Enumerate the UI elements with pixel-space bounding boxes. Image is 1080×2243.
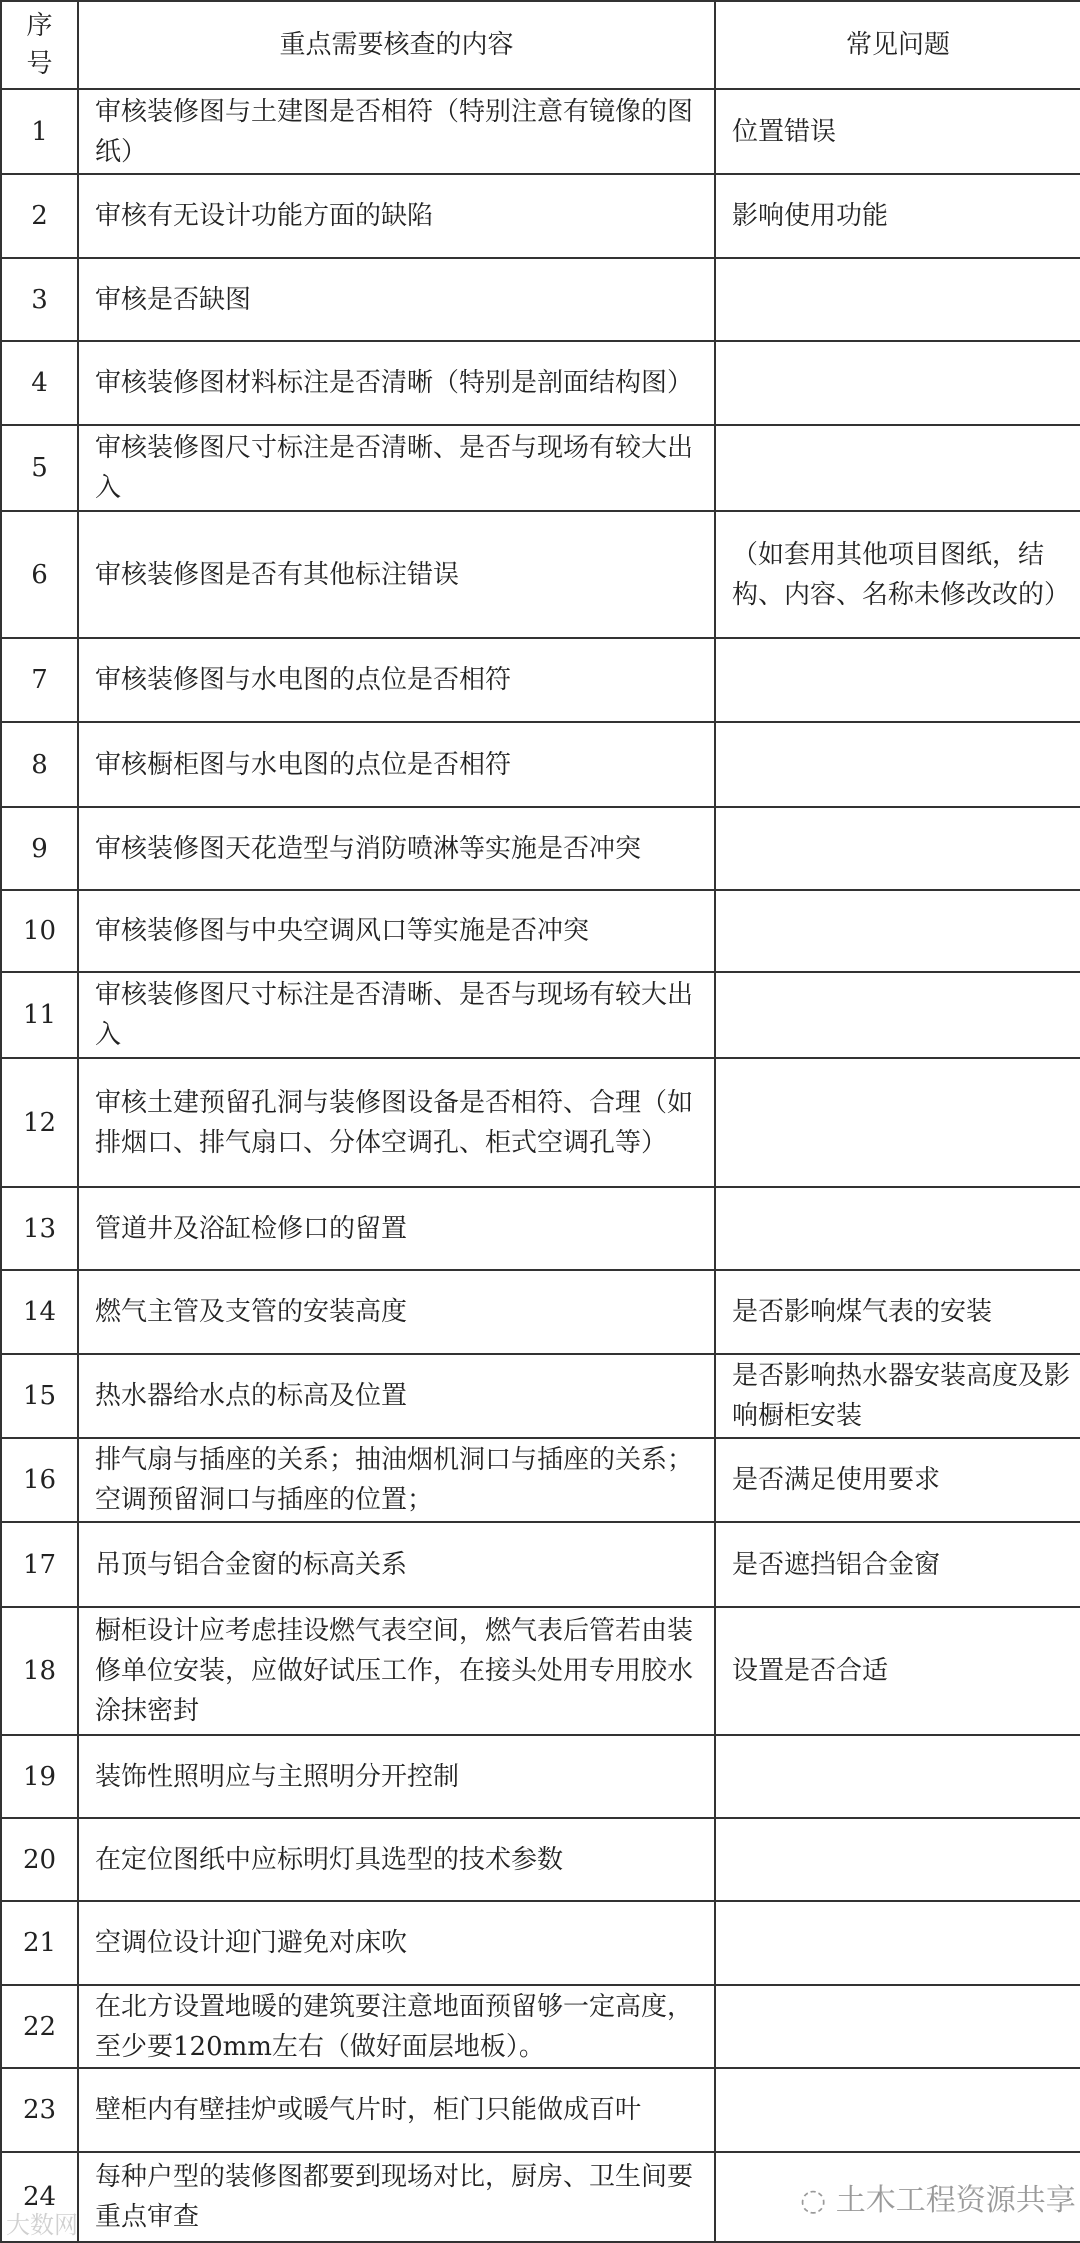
row-content: 审核装修图尺寸标注是否清晰、是否与现场有较大出入 bbox=[78, 425, 715, 511]
row-issue bbox=[715, 890, 1080, 972]
row-content: 热水器给水点的标高及位置 bbox=[78, 1354, 715, 1438]
header-content: 重点需要核查的内容 bbox=[78, 1, 715, 89]
wechat-watermark bbox=[800, 2175, 1076, 2219]
row-content: 审核装修图与土建图是否相符（特别注意有镜像的图纸） bbox=[78, 89, 715, 174]
row-number: 13 bbox=[1, 1187, 78, 1270]
table-row bbox=[1, 425, 1080, 511]
table-row bbox=[1, 972, 1080, 1058]
row-number: 21 bbox=[1, 1901, 78, 1985]
table-row bbox=[1, 1607, 1080, 1735]
row-number: 9 bbox=[1, 807, 78, 890]
row-content: 燃气主管及支管的安装高度 bbox=[78, 1270, 715, 1354]
row-issue bbox=[715, 722, 1080, 807]
row-content: 装饰性照明应与主照明分开控制 bbox=[78, 1735, 715, 1818]
wechat-watermark-text: 土木工程资源共享 bbox=[835, 2183, 1076, 2218]
row-issue: 是否满足使用要求 bbox=[715, 1438, 1080, 1522]
row-content: 审核装修图是否有其他标注错误 bbox=[78, 511, 715, 638]
row-content: 每种户型的装修图都要到现场对比，厨房、卫生间要重点审查 bbox=[78, 2152, 715, 2242]
row-content: 审核有无设计功能方面的缺陷 bbox=[78, 174, 715, 258]
row-number: 5 bbox=[1, 425, 78, 511]
row-content: 在北方设置地暖的建筑要注意地面预留够一定高度，至少要120mm左右（做好面层地板）。 bbox=[78, 1985, 715, 2068]
row-issue bbox=[715, 341, 1080, 425]
row-content: 管道井及浴缸检修口的留置 bbox=[78, 1187, 715, 1270]
table-row bbox=[1, 511, 1080, 638]
row-issue bbox=[715, 425, 1080, 511]
row-issue: （如套用其他项目图纸，结构、内容、名称未修改改的） bbox=[715, 511, 1080, 638]
row-content: 排气扇与插座的关系；抽油烟机洞口与插座的关系；空调预留洞口与插座的位置； bbox=[78, 1438, 715, 1522]
row-issue bbox=[715, 1818, 1080, 1901]
table-row bbox=[1, 638, 1080, 722]
row-content: 壁柜内有壁挂炉或暖气片时，柜门只能做成百叶 bbox=[78, 2068, 715, 2152]
row-issue bbox=[715, 258, 1080, 341]
row-issue bbox=[715, 1985, 1080, 2068]
table-row bbox=[1, 1901, 1080, 1985]
header-row bbox=[1, 1, 1080, 89]
row-number: 10 bbox=[1, 890, 78, 972]
row-issue: 位置错误 bbox=[715, 89, 1080, 174]
row-issue bbox=[715, 2068, 1080, 2152]
row-issue bbox=[715, 1187, 1080, 1270]
row-issue bbox=[715, 1058, 1080, 1187]
row-number: 12 bbox=[1, 1058, 78, 1187]
row-issue bbox=[715, 638, 1080, 722]
table-row bbox=[1, 1818, 1080, 1901]
row-number: 15 bbox=[1, 1354, 78, 1438]
table-row bbox=[1, 1187, 1080, 1270]
row-content: 空调位设计迎门避免对床吹 bbox=[78, 1901, 715, 1985]
table-row bbox=[1, 174, 1080, 258]
wechat-icon: ◌ bbox=[800, 2183, 836, 2218]
row-number: 3 bbox=[1, 258, 78, 341]
row-number: 18 bbox=[1, 1607, 78, 1735]
row-number: 22 bbox=[1, 1985, 78, 2068]
row-number: 8 bbox=[1, 722, 78, 807]
table-row bbox=[1, 89, 1080, 174]
row-content: 审核装修图与水电图的点位是否相符 bbox=[78, 638, 715, 722]
table-row bbox=[1, 1985, 1080, 2068]
row-number: 20 bbox=[1, 1818, 78, 1901]
table-row bbox=[1, 807, 1080, 890]
row-number: 24 bbox=[1, 2152, 78, 2242]
row-number: 19 bbox=[1, 1735, 78, 1818]
row-number: 11 bbox=[1, 972, 78, 1058]
row-issue bbox=[715, 1735, 1080, 1818]
row-content: 审核装修图与中央空调风口等实施是否冲突 bbox=[78, 890, 715, 972]
row-content: 审核是否缺图 bbox=[78, 258, 715, 341]
row-issue: 是否影响煤气表的安装 bbox=[715, 1270, 1080, 1354]
table-body bbox=[1, 89, 1080, 2242]
row-content: 审核橱柜图与水电图的点位是否相符 bbox=[78, 722, 715, 807]
row-number: 17 bbox=[1, 1522, 78, 1607]
table-row bbox=[1, 1438, 1080, 1522]
header-num: 序号 bbox=[1, 1, 78, 89]
row-content: 审核装修图尺寸标注是否清晰、是否与现场有较大出入 bbox=[78, 972, 715, 1058]
table-row bbox=[1, 1270, 1080, 1354]
table-row bbox=[1, 722, 1080, 807]
row-content: 审核装修图天花造型与消防喷淋等实施是否冲突 bbox=[78, 807, 715, 890]
table-row bbox=[1, 1522, 1080, 1607]
row-content: 吊顶与铝合金窗的标高关系 bbox=[78, 1522, 715, 1607]
row-number: 16 bbox=[1, 1438, 78, 1522]
row-number: 14 bbox=[1, 1270, 78, 1354]
row-issue: 设置是否合适 bbox=[715, 1607, 1080, 1735]
table-row bbox=[1, 341, 1080, 425]
table-row bbox=[1, 1354, 1080, 1438]
row-issue: 是否遮挡铝合金窗 bbox=[715, 1522, 1080, 1607]
row-number: 23 bbox=[1, 2068, 78, 2152]
header-issue: 常见问题 bbox=[715, 1, 1080, 89]
row-content: 橱柜设计应考虑挂设燃气表空间，燃气表后管若由装修单位安装，应做好试压工作，在接头处用专用胶水涂抹密封 bbox=[78, 1607, 715, 1735]
table-row bbox=[1, 258, 1080, 341]
row-number: 2 bbox=[1, 174, 78, 258]
table-row bbox=[1, 1058, 1080, 1187]
row-issue bbox=[715, 1901, 1080, 1985]
row-number: 4 bbox=[1, 341, 78, 425]
row-number: 1 bbox=[1, 89, 78, 174]
row-content: 审核土建预留孔洞与装修图设备是否相符、合理（如排烟口、排气扇口、分体空调孔、柜式空调孔等） bbox=[78, 1058, 715, 1187]
row-content: 在定位图纸中应标明灯具选型的技术参数 bbox=[78, 1818, 715, 1901]
row-content: 审核装修图材料标注是否清晰（特别是剖面结构图） bbox=[78, 341, 715, 425]
table-row bbox=[1, 1735, 1080, 1818]
row-issue bbox=[715, 807, 1080, 890]
row-issue: 是否影响热水器安装高度及影响橱柜安装 bbox=[715, 1354, 1080, 1438]
corner-watermark: 大数网 bbox=[6, 2211, 78, 2239]
table-row bbox=[1, 2068, 1080, 2152]
row-number: 6 bbox=[1, 511, 78, 638]
row-number: 7 bbox=[1, 638, 78, 722]
table-row bbox=[1, 890, 1080, 972]
row-issue: 影响使用功能 bbox=[715, 174, 1080, 258]
row-issue bbox=[715, 972, 1080, 1058]
